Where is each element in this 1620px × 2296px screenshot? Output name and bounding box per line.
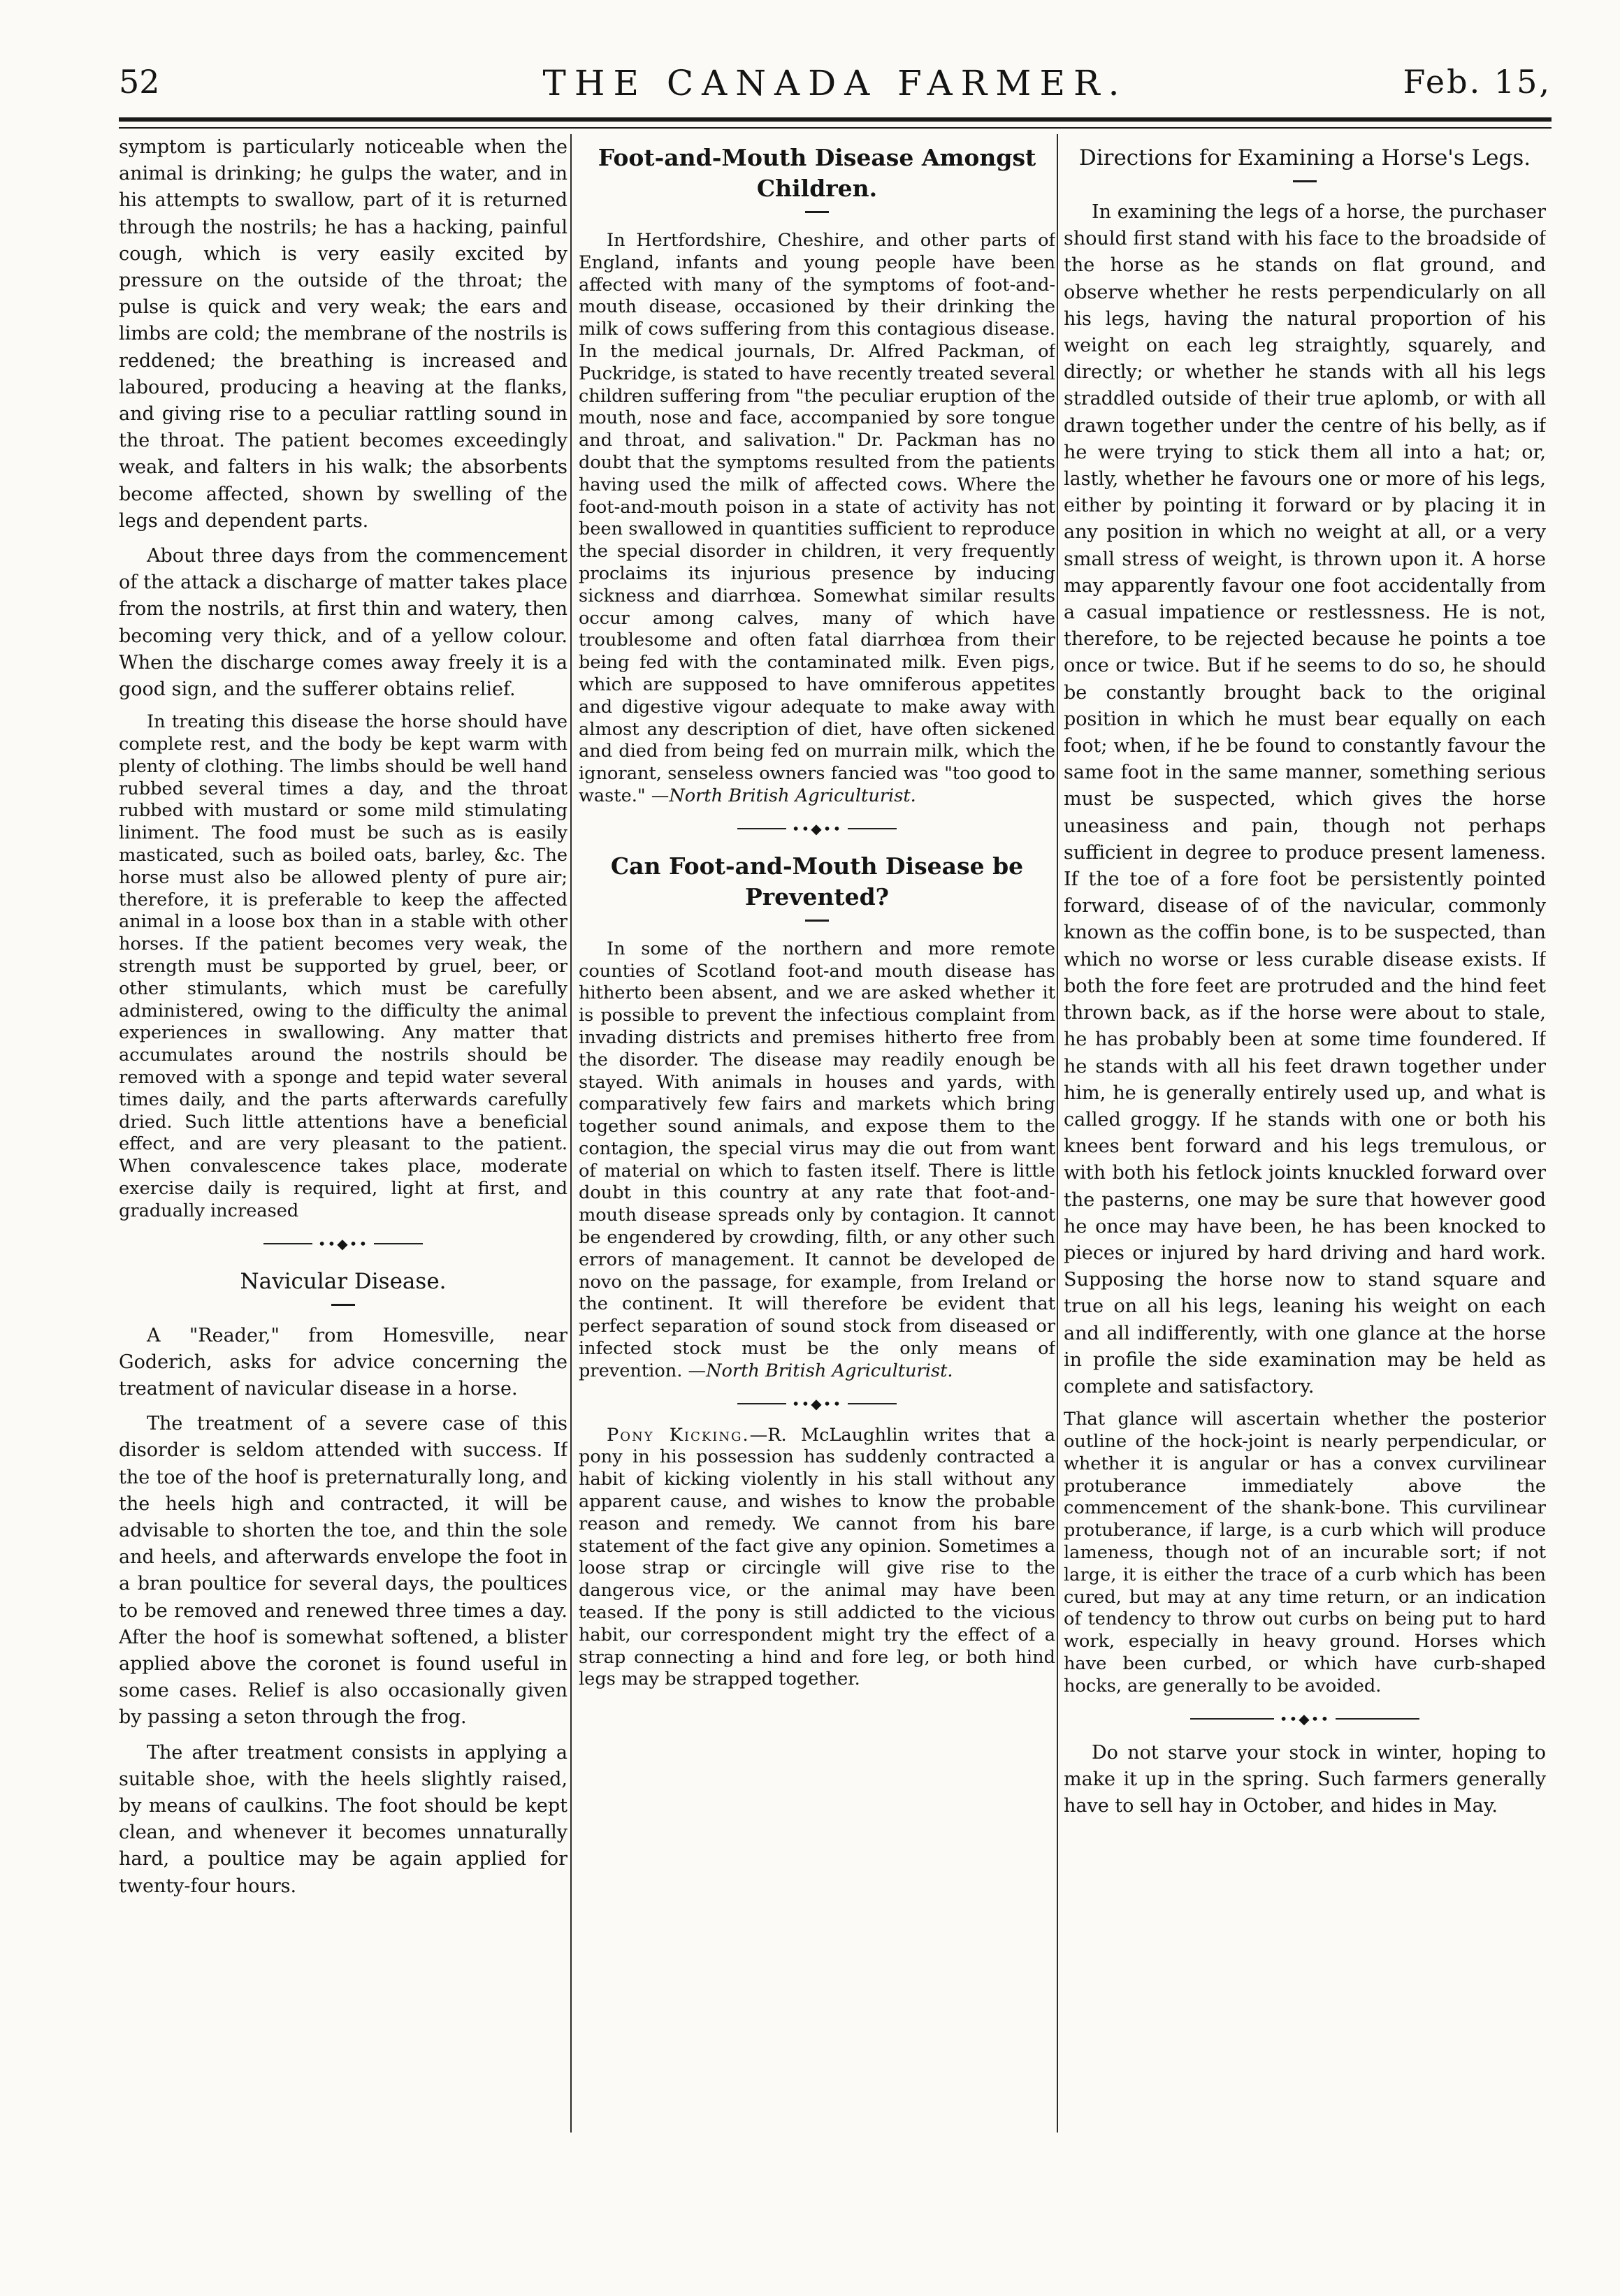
- article-source: —North British Agriculturist.: [651, 785, 916, 806]
- header-rule-thick: [119, 117, 1552, 122]
- column-1: [119, 134, 567, 2132]
- article-title: Foot-and-Mouth Disease Amongst Children.: [598, 144, 1036, 202]
- section-separator: [579, 815, 1055, 843]
- article-paragraph: That glance will ascertain whether the posterior outline of the hock-joint is nearly perpendicular, or whether it is angular or has a convex curvilinear protuberance immediately above the commencement of the shank-bone. This curvilinear protuberance, if large, is a curb which will produce lameness, though not of an incurable sort; if not large, it is either the trace of a curb which has been cured, but may at any time return, or an indication of tendency to throw out curbs on being put to hard work, especially in heavy ground. Horses which have been curbed, or which have curb-shaped hocks, are generally to be avoided.: [1064, 1409, 1546, 1696]
- article-paragraph: In examining the legs of a horse, the purchaser should first stand with his face to the broadside of the horse as he stands on flat ground, and observe whether he rests perpendicularly on all his legs, having the natural proportion of his weight on each leg straightly, squarely, and directly; or whether he stands with all his legs straddled outside of their true aplomb, or with all drawn together under the centre of his belly, as if he were trying to stick them all into a hat; or, lastly, whether he favours one or more of his legs, either by pointing it forward or by placing it in any position in which no weight at all, or a very small stress of weight, is thrown upon it. A horse may apparently favour one foot accidentally from a casual impatience or restlessness. He is not, therefore, to be rejected because he points a toe once or twice. But if he seems to do so, he should be constantly brought back to the original position in which he must bear equally on each foot; when, if he be found to constantly favour the same foot in the same manner, something serious must be suspected, which gives the horse uneasiness and pain, though not perhaps sufficient in degree to produce present lameness. If the toe of a fore foot be persistently pointed forward, disease of of the navicular, commonly known as the coffin bone, is to be suspected, than which no worse or less curable disease exists. If both the fore feet are protruded and the hind feet thrown back, as if the horse were about to stale, he has probably been at some time foundered. If he stands with all his feet drawn together under him, he is generally entirely used up, and what is called groggy. If he stands with one or both his knees bent forward and his legs tremulous, or with both his fetlock joints knuckled forward over the pasterns, one may be sure that however good he once may have been, he has been knocked to pieces or injured by hard driving and hard work. Supposing the horse now to stand square and true on all his legs, leaning his weight on each and all indifferently, with one glance at the horse in profile the side examination may be held as complete and satisfactory.: [1064, 201, 1546, 1397]
- article-paragraph: [579, 1425, 1055, 1692]
- title-dash: [805, 211, 829, 213]
- title-dash: [331, 1304, 355, 1306]
- article-paragraph: [579, 230, 1055, 808]
- title-dash: [805, 920, 829, 922]
- article-source: —North British Agriculturist.: [688, 1360, 953, 1381]
- article-paragraph: In treating this disease the horse should have complete rest, and the body be kept warm with plenty of clothing. The limbs should be well hand rubbed several times a day, and the throat rubbed with mustard or some mild stimulating liniment. The food must be such as is easily masticated, such as boiled oats, barley, &c. The horse must also be allowed plenty of pure air; therefore, it is preferable to keep the affected animal in a loose box than in a stable with other horses. If the patient becomes very weak, the strength must be supported by gruel, beer, or other stimulants, which must be carefully administered, owing to the difficulty the animal experiences in swallowing. Any matter that accumulates around the nostrils should be removed with a sponge and tepid water several times daily, and the parts afterwards carefully dried. Such little attentions have a beneficial effect, and are very pleasant to the patient. When convalescence takes place, moderate exercise daily is required, light at first, and gradually increased: [119, 711, 567, 1221]
- article-title: Can Foot-and-Mouth Disease be Prevented?: [610, 852, 1024, 910]
- separator-ornament: ••◆••: [791, 820, 843, 837]
- separator-ornament: ••◆••: [317, 1235, 369, 1252]
- column-divider-2: [1057, 134, 1058, 2132]
- article-title: Directions for Examining a Horse's Legs.: [1078, 145, 1531, 170]
- separator-ornament: ••◆••: [791, 1395, 843, 1412]
- article-paragraph: Do not starve your stock in winter, hoping to make it up in the spring. Such farmers generally have to sell hay in October, and hides in May.: [1064, 1741, 1546, 1817]
- article-title: Navicular Disease.: [240, 1268, 447, 1294]
- article-paragraph: symptom is particularly noticeable when the animal is drinking; he gulps the water, and in his attempts to swallow, part of it is returned through the nostrils; he has a hacking, painful cough, which is very easily excited by pressure on the outside of the throat; the pulse is quick and very weak; the ears and limbs are cold; the membrane of the nostrils is reddened; the breathing is increased and laboured, producing a heaving at the flanks, and giving rise to a peculiar rattling sound in the throat. The patient becomes exceedingly weak, and falters in his walk; the absorbents become affected, shown by swelling of the legs and dependent parts.: [119, 136, 567, 532]
- section-separator: [1064, 1705, 1546, 1733]
- article-paragraph: About three days from the commencement of the attack a discharge of matter takes place from the nostrils, at first thin and watery, then becoming very thick, and of a yellow colour. When the discharge comes away freely it is a good sign, and the sufferer obtains relief.: [119, 545, 567, 701]
- article-text: —R. McLaughlin writes that a pony in his possession has suddenly contracted a habit of kicking violently in his stall without any apparent cause, and wishes to know the probable reason and remedy. We cannot from his bare statement of the fact give any opinion. Sometimes a loose strap or circingle will give rise to the dangerous vice, or the animal may have been teased. If the pony is still addicted to the vicious habit, our correspondent might try the effect of a strap connecting a hind and fore leg, or both hind legs may be strapped together.: [579, 1424, 1055, 1690]
- article-text: In some of the northern and more remote counties of Scotland foot-and mouth disease has hitherto been absent, and we are asked whether it is possible to prevent the infectious complaint from invading districts and premises hitherto free from the disorder. The disease may readily enough be stayed. With animals in houses and yards, with comparatively few fairs and markets which bring together sound animals, and expose them to the contagion, the special virus may die out from want of material on which to fasten itself. There is little doubt in this country at any rate that foot-and-mouth disease spreads only by contagion. It cannot be engendered by crowding, filth, or any other such errors of management. It cannot be developed de novo on the passage, for example, from Ireland or the continent. It will therefore be evident that perfect separation of sound stock from diseased or infected stock must be the only means of prevention.: [579, 938, 1055, 1381]
- article-paragraph: A "Reader," from Homesville, near Goderich, asks for advice concerning the treatment of navicular disease in a horse.: [119, 1324, 567, 1400]
- issue-date: Feb. 15,: [1403, 63, 1552, 101]
- article-lead: Pony Kicking.: [607, 1424, 750, 1446]
- masthead-title: THE CANADA FARMER.: [542, 63, 1128, 103]
- article-paragraph: The after treatment consists in applying a suitable shoe, with the heels slightly raised, by means of caulkins. The foot should be kept clean, and whenever it becomes unnaturally hard, a poultice may be again applied for twenty-four hours.: [119, 1741, 567, 1897]
- article-paragraph: The treatment of a severe case of this disorder is seldom attended with success. If the toe of the hoof is preternaturally long, and the heels high and contracted, it will be advisable to shorten the toe, and thin the sole and heels, and afterwards envelope the foot in a bran poultice for several days, the poultices to be removed and renewed three times a day. After the hoof is somewhat softened, a blister applied above the coronet is found useful in some cases. Relief is also occasionally given by passing a seton through the frog.: [119, 1413, 567, 1729]
- article-text: In Hertfordshire, Cheshire, and other parts of England, infants and young people have been affected with many of the symptoms of foot-and-mouth disease, occasioned by their drinking the milk of cows suffering from this contagious disease. In the medical journals, Dr. Alfred Packman, of Puckridge, is stated to have recently treated several children suffering from "the peculiar eruption of the mouth, nose and face, accompanied by sore tongue and throat, and salivation." Dr. Packman has no doubt that the symptoms resulted from the patients having used the milk of affected cows. Where the foot-and-mouth poison in a state of activity has not been swallowed in quantities sufficient to reproduce the special disorder in children, it very frequently proclaims its injurious presence by inducing sickness and diarrhœa. Somewhat similar results occur among calves, many of which have troublesome and often fatal diarrhœa from their being fed with the contaminated milk. Even pigs, which are supposed to have omniferous appetites and digestive vigour adequate to make away with almost any description of diet, have often sickened and died from being fed on murrain milk, which the ignorant, senseless owners fancied was "too good to waste.": [579, 230, 1055, 806]
- header-rule-thin: [119, 127, 1552, 129]
- article-paragraph: [579, 938, 1055, 1383]
- page-header: [119, 63, 1552, 112]
- separator-ornament: ••◆••: [1279, 1710, 1331, 1727]
- column-3: [1064, 134, 1546, 2132]
- column-divider-1: [570, 134, 572, 2132]
- page-number: 52: [119, 63, 160, 101]
- section-separator: [579, 1390, 1055, 1418]
- section-separator: [119, 1230, 567, 1258]
- column-2: [579, 134, 1055, 2132]
- title-dash: [1293, 180, 1317, 182]
